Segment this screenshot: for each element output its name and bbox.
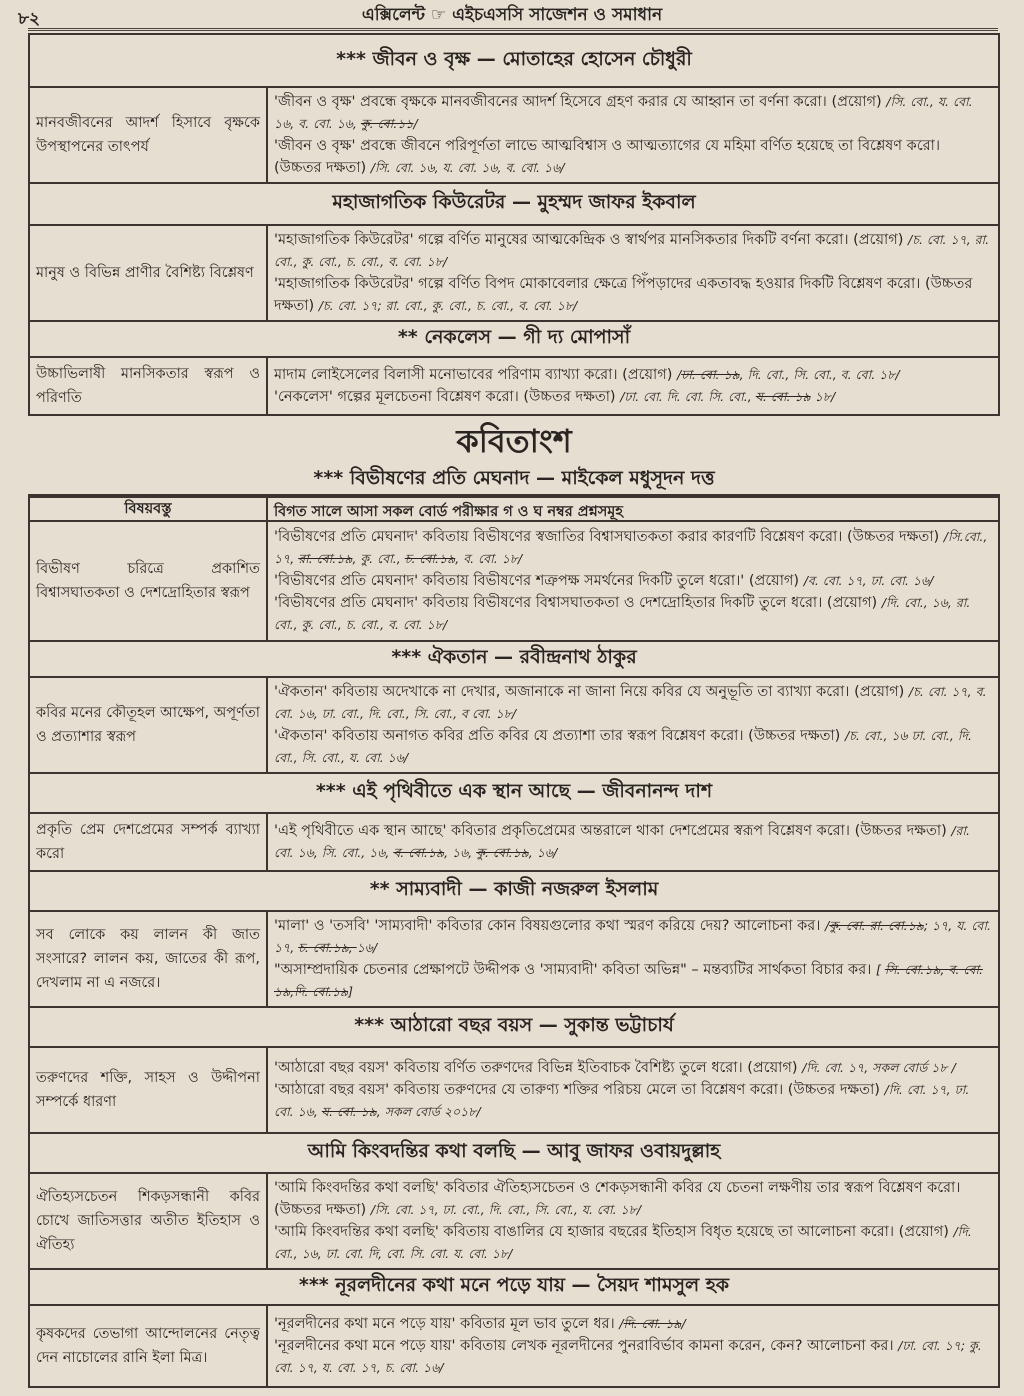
reference: /দি. বো. ১৭, সকল বোর্ড ১৮ / (802, 1060, 956, 1075)
question-item (274, 570, 992, 592)
struck-reference: কু. বো.১১ (360, 116, 414, 131)
table-row (28, 88, 1000, 184)
questions-cell (268, 88, 998, 182)
reference: /ঢা. বো. দি. বো. সি. বো., (620, 389, 756, 404)
question-text: 'আমি কিংবদন্তির কথা বলছি' কবিতার ঐতিহ্যসচেতন ও শেকড়সন্ধানী কবির যে চেতনা লক্ষণীয় তার স্বরূপ বিশ্লেষণ করো। (উচ্চতর দক্ষতা) (274, 1180, 961, 1218)
board-references (371, 1202, 641, 1217)
question-item (274, 1177, 992, 1221)
reference: , ১৬, (444, 845, 477, 860)
topic-cell: প্রকৃতি প্রেম দেশপ্রেমের সম্পর্ক ব্যাখ্যা করো (30, 814, 268, 870)
reference: , সকল বোর্ড ২০১৮/ (376, 1104, 481, 1119)
section-title: *** এই পৃথিবীতে এক স্থান আছে — জীবনানন্দ দাশ (28, 774, 1000, 814)
reference: /চ. বো. ১৭, রা. বো., কু. বো., চ. বো., ব. বো. ১৮/ (274, 232, 990, 269)
reference: /চ. বো., ১৬ ঢা. বো., দি. বো., সি. বো., য. বো. ১৬/ (274, 728, 972, 765)
table-row (28, 1048, 1000, 1134)
questions-cell (268, 226, 998, 320)
table-row (28, 226, 1000, 322)
question-item (274, 273, 992, 317)
reference: / (413, 116, 418, 131)
reference: [ (875, 962, 885, 977)
question-text: 'নূরলদীনের কথা মনে পড়ে যায়' কবিতার মূল ভাব তুলে ধর। (274, 1316, 620, 1332)
section-title: *** বিভীষণের প্রতি মেঘনাদ — মাইকেল মধুসূদন দত্ত (28, 466, 1000, 496)
column-header-topic: বিষয়বস্তু (30, 498, 268, 520)
page-header (0, 0, 1024, 30)
board-references (371, 160, 565, 175)
section-title: আমি কিংবদন্তির কথা বলছি — আবু জাফর ওবায়দুল্লাহ (28, 1134, 1000, 1174)
board-references (804, 573, 934, 588)
section-title: মহাজাগতিক কিউরেটর — মুহম্মদ জাফর ইকবাল (28, 184, 1000, 226)
reference: , কু. বো., (352, 551, 405, 566)
question-item (274, 364, 992, 386)
reference: ] (348, 984, 354, 999)
section-title: ** সাম্যবাদী — কাজী নজরুল ইসলাম (28, 872, 1000, 912)
question-text: 'মহাজাগতিক কিউরেটর' গল্পে বর্ণিত বিপদ মোকাবেলার ক্ষেত্রে পিঁপড়াদের একতাবদ্ধ হওয়ার দিকটি বিশ্লেষণ করো। (উচ্চতর দক্ষতা) (274, 276, 973, 314)
reference: , ১৬/ (528, 845, 558, 860)
reference: /ব. বো. ১৭, ঢা. বো. ১৬/ (803, 573, 934, 588)
section-title: ** নেকলেস — গী দ্য মোপাসাঁ (28, 322, 1000, 358)
table-row (28, 1306, 1000, 1388)
table-row (28, 912, 1000, 1008)
questions-cell (268, 912, 998, 1006)
question-item (274, 1079, 992, 1123)
table-row (28, 522, 1000, 642)
reference: /দি. বো. ১৭, ঢা. বো. ১৬, (274, 1082, 970, 1119)
reference: / (676, 367, 682, 382)
topic-cell: উচ্চাভিলাষী মানসিকতার স্বরূপ ও পরিণতি (30, 358, 268, 414)
question-text: 'আমি কিংবদন্তির কথা বলছি' কবিতায় বাঙালির যে হাজার বছরের ইতিহাস বিধৃত হয়েছে তা আলোচনা করো। (প্রয়োগ) (274, 1224, 954, 1240)
questions-cell (268, 1174, 998, 1268)
question-item (274, 820, 992, 864)
topic-cell: তরুণদের শক্তি, সাহস ও উদ্দীপনা সম্পর্কে ধারণা (30, 1048, 268, 1132)
question-item (274, 1313, 992, 1335)
questions-cell (268, 1048, 998, 1132)
column-header-questions: বিগত সালে আসা সকল বোর্ড পরীক্ষার গ ও ঘ নম্বর প্রশ্নসমূহ (274, 504, 623, 520)
section-title: *** আঠারো বছর বয়স — সুকান্ত ভট্টাচার্য (28, 1008, 1000, 1048)
topic-cell: সব লোকে কয় লালন কী জাত সংসারে? লালন কয়, জাতের কী রূপ, দেখলাম না এ নজরে। (30, 912, 268, 1006)
table-row (28, 814, 1000, 872)
section-title: *** জীবন ও বৃক্ষ — মোতাহের হোসেন চৌধুরী (28, 33, 1000, 88)
reference: /চ. বো. ১৭; রা. বো., কু. বো., চ. বো., ব. বো. ১৮/ (318, 298, 578, 313)
table-row (28, 1174, 1000, 1270)
reference: ১৮/ (810, 389, 836, 404)
reference: /দি. বো., ১৬, রা. বো., কু. বো., চ. বো., ব. বো. ১৮/ (274, 595, 971, 632)
question-item (274, 229, 992, 273)
struck-reference: চ. বো.১৯, (298, 940, 357, 955)
question-text: 'বিভীষণের প্রতি মেঘনাদ' কবিতায় বিভীষণের বিশ্বাসঘাতকতা ও দেশদ্রোহিতার দিকটি তুলে ধরো। (প্রয়োগ) (274, 595, 882, 611)
question-text: 'জীবন ও বৃক্ষ' প্রবন্ধে জীবনে পরিপূর্ণতা লাভে আত্মবিশ্বাস ও আত্মত্যাগের যে মহিমা বর্ণিত হয়েছে তা বিশ্লেষণ করো। (উচ্চতর দক্ষতা) (274, 138, 941, 176)
question-item (274, 959, 992, 1003)
question-text: মাদাম লোইসেলের বিলাসী মনোভাবের পরিণাম ব্যাখ্যা করো। (প্রয়োগ) (274, 367, 677, 383)
question-item (274, 592, 992, 636)
question-text: 'ঐকতান' কবিতায় অনাগত কবির প্রতি কবির যে প্রত্যাশা তার স্বরূপ বিশ্লেষণ করো। (উচ্চতর দক্ষতা) (274, 728, 845, 744)
topic-cell: কৃষকদের তেভাগা আন্দোলনের নেতৃত্ব দেন নাচোলের রানি ইলা মিত্র। (30, 1306, 268, 1386)
topic-cell: ঐতিহ্যসচেতন শিকড়সন্ধানী কবির চোখে জাতিসত্তার অতীত ইতিহাস ও ঐতিহ্য (30, 1174, 268, 1268)
questions-cell (268, 522, 998, 640)
topic-cell: বিভীষণ চরিত্রে প্রকাশিত বিশ্বাসঘাতকতা ও দেশদ্রোহিতার স্বরূপ (30, 522, 268, 640)
question-text: 'ঐকতান' কবিতায় অদেখাকে না দেখার, অজানাকে না জানা নিয়ে কবির যে অনুভূতি তা ব্যাখ্যা করো। (প্রয়োগ) (274, 684, 909, 700)
struck-reference: রা. বো.১৯ (298, 551, 353, 566)
reference: /ঢা. বো. ১৭; কু. বো. ১৭, য. বো. ১৭, চ. বো. ১৬/ (274, 1338, 982, 1375)
reference: / (619, 1316, 624, 1331)
struck-reference: ব. বো.১৯ (393, 845, 445, 860)
question-text: 'নেকলেস' গল্পের মূলচেতনা বিশ্লেষণ করো। (উচ্চতর দক্ষতা) (274, 389, 621, 405)
question-item (274, 1057, 992, 1079)
questions-cell (268, 358, 998, 414)
questions-cell (268, 814, 998, 870)
reference: , দি. বো., সি. বো., ব. বো. ১৮/ (739, 367, 900, 382)
board-references (620, 389, 835, 404)
struck-reference: ঢা. বো. ১৯ (681, 367, 740, 382)
section-title: *** ঐকতান — রবীন্দ্রনাথ ঠাকুর (28, 642, 1000, 678)
struck-reference: কু. বো.১৯ (476, 845, 529, 860)
table-row (28, 678, 1000, 774)
question-item (274, 1335, 992, 1379)
struck-reference: য. বো. ১৯ (755, 389, 811, 404)
question-item (274, 725, 992, 769)
question-text: 'বিভীষণের প্রতি মেঘনাদ' কবিতায় বিভীষণের স্বজাতির বিশ্বাসঘাতকতা করার কারণটি বিশ্লেষণ করো। (উচ্চতর দক্ষতা) (274, 529, 944, 545)
question-item (274, 1221, 992, 1265)
questions-cell (268, 678, 998, 772)
question-item (274, 386, 992, 408)
board-references (802, 1060, 956, 1075)
question-text: 'বিভীষণের প্রতি মেঘনাদ' কবিতায় বিভীষণের শত্রুপক্ষ সমর্থনের দিকটি তুলে ধরো।' (প্রয়োগ) (274, 573, 804, 589)
question-item (274, 915, 992, 959)
page-number: ৮২ (18, 9, 41, 29)
board-references (319, 298, 577, 313)
part-title: কবিতাংশ (456, 422, 572, 460)
table-row (28, 358, 1000, 416)
struck-reference: কু. বো. রা. বো.১৯ (829, 918, 924, 933)
reference: /রা. বো. ১৬, সি. বো., ১৬, (274, 823, 971, 860)
questions-cell (268, 1306, 998, 1386)
question-text: 'আঠারো বছর বয়স' কবিতায় বর্ণিত তরুণদের বিভিন্ন ইতিবাচক বৈশিষ্ট্য তুলে ধরো। (প্রয়োগ) (274, 1060, 803, 1076)
question-text: 'এই পৃথিবীতে এক স্থান আছে' কবিতার প্রকৃতিপ্রেমের অন্তরালে থাকা দেশপ্রেমের স্বরূপ বিশ্লেষণ করো। (উচ্চতর দক্ষতা) (274, 823, 952, 839)
question-text: 'জীবন ও বৃক্ষ' প্রবন্ধে বৃক্ষকে মানবজীবনের আদর্শ হিসেবে গ্রহণ করার যে আহ্বান তা বর্ণনা করো। (প্রয়োগ) (274, 94, 887, 110)
reference: /দি. বো., ১৬, ঢা. বো. দি, বো. সি. বো. য. বো. ১৮/ (274, 1224, 972, 1261)
topic-cell: মানুষ ও বিভিন্ন প্রাণীর বৈশিষ্ট্য বিশ্লেষণ (30, 226, 268, 320)
reference: ; ১৭, য. বো. ১৭, (274, 918, 991, 955)
reference: / (825, 918, 830, 933)
topic-cell: কবির মনের কৌতূহল আক্ষেপ, অপূর্ণতা ও প্রত্যাশার স্বরূপ (30, 678, 268, 772)
column-header-row (28, 496, 1000, 522)
question-text: 'মালা' ও 'তসবি' 'সাম্যবাদী' কবিতার কোন বিষয়গুলোর কথা স্মরণ করিয়ে দেয়? আলোচনা কর। (274, 918, 826, 934)
reference: / (681, 1316, 686, 1331)
reference: /সি. বো., য. বো. ১৬, ব. বো. ১৬, (274, 94, 973, 131)
question-text: 'আঠারো বছর বয়স' কবিতায় তরুণদের যে তারুণ্য শক্তির পরিচয় মেলে তা বিশ্লেষণ করো। (উচ্চতর দক্ষতা) (274, 1082, 885, 1098)
reference: /সি. বো. ১৭, ঢা. বো., দি. বো., সি. বো., য. বো. ১৮/ (370, 1202, 641, 1217)
struck-reference: য. বো. ১৯ (321, 1104, 377, 1119)
question-text: 'মহাজাগতিক কিউরেটর' গল্পে বর্ণিত মানুষের আত্মকেন্দ্রিক ও স্বার্থপর মানসিকতার দিকটি বর্ণনা করো। (প্রয়োগ) (274, 232, 908, 248)
struck-reference: দি. বো. ১৯ (623, 1316, 682, 1331)
struck-reference: সি. বো.১৯, ব. বো. ১৯,দি. বো.১৯ (274, 962, 983, 999)
section-title: *** নূরলদীনের কথা মনে পড়ে যায় — সৈয়দ শামসুল হক (28, 1270, 1000, 1306)
question-text: 'নূরলদীনের কথা মনে পড়ে যায়' কবিতায় লেখক নূরলদীনের পুনরাবির্ভাব কামনা করেন, কেন? আলোচনা কর। (274, 1338, 899, 1354)
reference: ১৬/ (356, 940, 378, 955)
struck-reference: চ. বো.১৯ (404, 551, 456, 566)
header-divider (28, 28, 998, 31)
board-references (619, 1316, 685, 1331)
question-item (274, 681, 992, 725)
topic-cell: মানবজীবনের আদর্শ হিসাবে বৃক্ষকে উপস্থাপনের তাৎপর্য (30, 88, 268, 182)
question-text: "অসাম্প্রদায়িক চেতনার প্রেক্ষাপটে উদ্দীপক ও 'সাম্যবাদী' কবিতা অভিন্ন" – মন্তব্যটির সার্থকতা বিচার কর। (274, 962, 876, 978)
reference: , ব. বো. ১৮/ (455, 551, 523, 566)
book-title: এক্সিলেন্ট ☞ এইচএসসি সাজেশন ও সমাধান (361, 5, 663, 25)
reference: /সি. বো. ১৬, য. বো. ১৬, ব. বো. ১৬/ (370, 160, 565, 175)
question-item (274, 135, 992, 179)
reference: /সি.বো., ১৭, (274, 529, 988, 566)
question-item (274, 91, 992, 135)
board-references (677, 367, 900, 382)
reference: /চ. বো. ১৭, ব. বো. ১৬, ঢা. বো., দি. বো., সি. বো., ব বো. ১৮/ (274, 684, 987, 721)
question-item (274, 526, 992, 570)
suggestion-table (28, 33, 1000, 1388)
